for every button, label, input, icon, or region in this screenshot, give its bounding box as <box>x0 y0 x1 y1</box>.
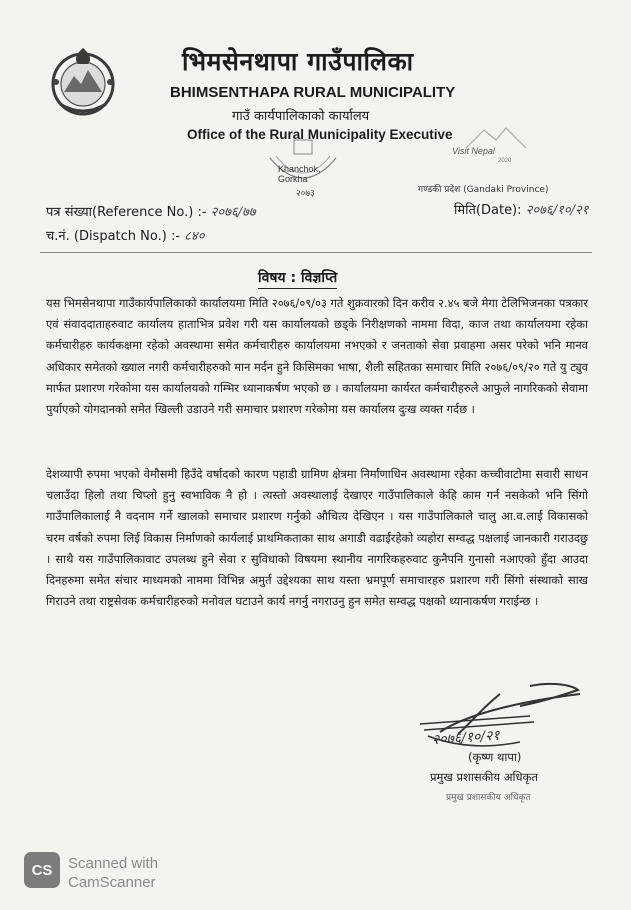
stamp-location: Khanchok, Gorkha <box>278 164 321 184</box>
camscanner-line-2: CamScanner <box>68 874 156 891</box>
date-label: मिति(Date): <box>454 203 522 218</box>
date-value: २०७६/१०/२१ <box>525 203 589 218</box>
reference-label: पत्र संख्या(Reference No.) :- <box>46 205 207 220</box>
signatory-title: प्रमुख प्रशासकीय अधिकृत <box>430 770 538 784</box>
signatory-name: (कृष्ण थापा) <box>468 750 522 764</box>
dispatch-number <box>46 226 204 244</box>
signatory-stamp: प्रमुख प्रशासकीय अधिकृत <box>446 793 531 803</box>
camscanner-logo-icon: CS <box>24 852 60 888</box>
municipality-title-english: BHIMSENTHAPA RURAL MUNICIPALITY <box>170 84 456 101</box>
visit-nepal-text: Visit Nepal <box>452 146 495 156</box>
reference-value: २०७६/७७ <box>210 205 256 220</box>
visit-nepal-logo <box>448 122 558 168</box>
visit-nepal-year: 2020 <box>498 158 512 164</box>
body-paragraph-2: देशव्यापी रुपमा भएको वेमौसमी हिउँदे वर्षादको कारण पहाडी ग्रामिण क्षेत्रमा निर्माणाधिन अवस्थामा रहेका कच्चीवाटोमा सवारी साधन चलाउँदा हिलो तथा चिप्लो हुनु स्वभाविक नै हो । त्यस्तो अवस्थालाई देखाएर गाउँपालिकाले केहि काम गर्न नसकेको भनि सिंगो गाउँपालिकालाई नै वदनाम गर्ने खालको समाचार प्रशारण गर्नुको औचित्य देखिएन । यस गाउँपालिकाले चालु आ.व.लाई विकासको चरम वर्षको रुपमा लिई विकास निर्माणको कार्यलाई प्राथमिकताका साथ अगाडी वढाईरहेको व्यहोरा सम्वद्ध पक्षलाई जानकारी गराउदछु । साथै यस गाउँपालिकावाट उपलब्ध हुने सेवा र सुविधाको विषयमा स्थानीय नागरिकहरुवाट कुनैपनि गुनासो नआएको हुँदा आउदा दिनहरुमा समेत संचार माध्यमको नाममा विभिन्न अमुर्त उद्देश्यका साथ यस्ता भ्रमपूर्ण समाचारहरु प्रशारण गरी सिंगो संस्थाको साख गिराउने तथा राष्ट्रसेवक कर्मचारीहरुको मनोवल घटाउने कार्य नगर्नु नगराउनु हुन समेत सम्वद्ध पक्षको ध्यानाकर्षण गराईन्छ । <box>46 467 588 609</box>
office-title-english: Office of the Rural Municipality Executive <box>187 127 453 142</box>
subject-heading: विषय : विज्ञप्ति <box>258 268 337 289</box>
body-paragraph-1: यस भिमसेनथापा गाउँकार्यपालिकाको कार्यालयमा मिति २०७६/०९/०३ गते शुक्रवारको दिन करीव २.४५ बजे मेगा टेलिभिजनका पत्रकार एवं संवाददाताहरुवाट कार्यालय हाताभित्र प्रवेश गरी यस कार्यालयको छड्के निरीक्षणको नाममा विदा, काज तथा कार्यालयमा रहेका कर्मचारीहरु कार्यकक्षमा रहेको अवस्थामा समेत कर्मचारीहरु कार्यालयमा नभएको र जनताको सेवा प्रवाहमा असर परेको भनि मानव अधिकार समेतको ख्याल नगरी कर्मचारीहरुको मान मर्दन हुने किसिमका भाषा, शैली सहितका समाचार मिति २०७६/०९/२० गते यु ट्युव मार्फत प्रशारण गरेकोमा यस कार्यालयको गम्भिर ध्यानाकर्षण भएको छ । कार्यालयमा कार्यरत कर्मचारीहरुले आफुले नागरिकको सेवामा पुर्याएको योगदानको समेत खिल्ली उडाउने गरी समाचार प्रशारण गरेकोमा यस कार्यालय दुःख व्यक्त गर्दछ । <box>46 296 588 417</box>
camscanner-watermark <box>68 854 158 892</box>
province-label: गण्डकी प्रदेश (Gandaki Province) <box>418 185 549 195</box>
signature-handwritten-date: २०७६/१०/२१ <box>431 727 501 749</box>
office-title-nepali: गाउँ कार्यपालिकाको कार्यालय <box>232 109 370 124</box>
municipality-title-nepali: भिमसेनथापा गाउँपालिका <box>182 47 414 76</box>
reference-number <box>46 202 256 220</box>
dispatch-label: च.नं. (Dispatch No.) :- <box>46 229 181 244</box>
dispatch-value: ८४० <box>184 229 205 244</box>
header-divider <box>40 252 592 253</box>
camscanner-line-1: Scanned with <box>68 855 159 872</box>
official-stamp <box>262 138 344 204</box>
letter-date <box>454 200 589 218</box>
stamp-year: २०७३ <box>296 189 315 199</box>
nepal-emblem-icon <box>48 42 118 120</box>
